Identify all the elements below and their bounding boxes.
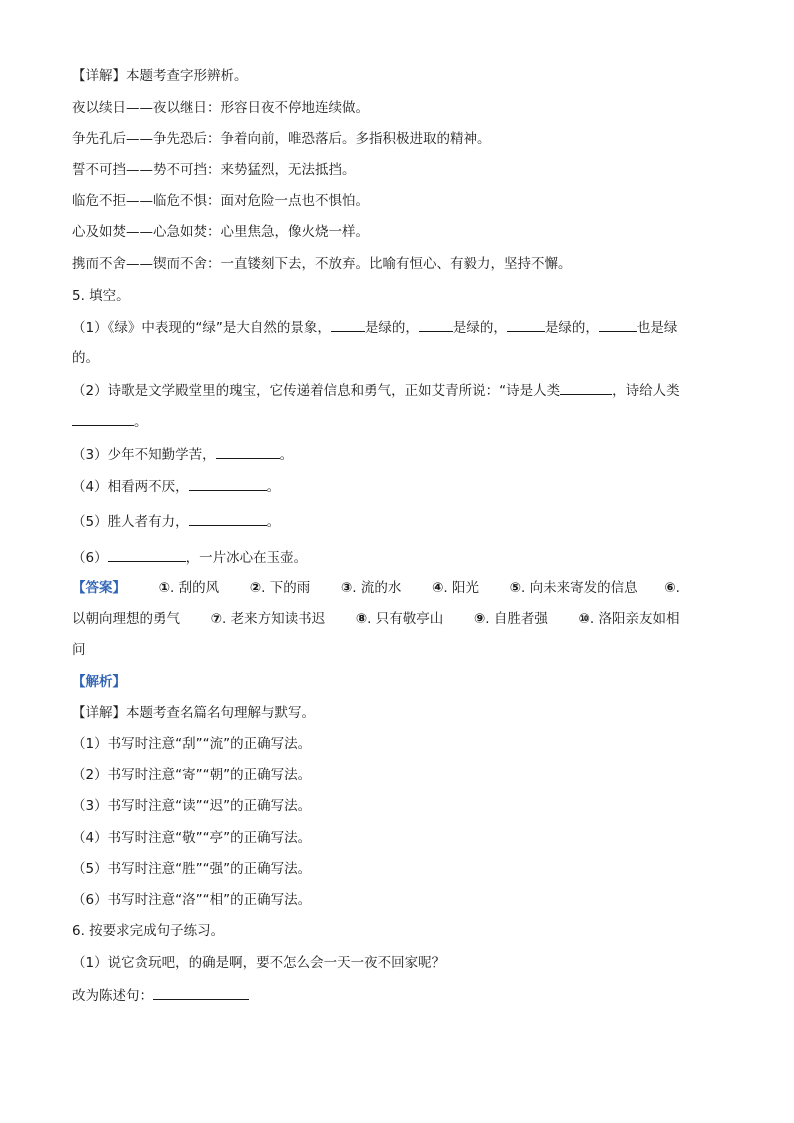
answer-blank[interactable] xyxy=(153,985,249,1000)
analysis-item: （4）书写时注意“敬”“亭”的正确写法。 xyxy=(72,830,312,846)
q5-s2-text: ，诗给人类 xyxy=(612,383,680,399)
answer-item: ⑦. 老来方知读书迟 xyxy=(210,611,326,627)
answer-blank[interactable] xyxy=(108,547,186,562)
explain-item: 夜以续日——夜以继日：形容日夜不停地连续做。 xyxy=(72,100,369,116)
answer-line-3: 问 xyxy=(72,642,86,658)
q5-sentence-1-cont: 的。 xyxy=(72,350,99,366)
q5-s1-text: 也是绿 xyxy=(636,320,678,336)
answer-blank[interactable] xyxy=(331,317,365,332)
answer-blank[interactable] xyxy=(560,380,612,395)
answer-line-2 xyxy=(72,609,680,629)
answer-item: ⑤. 向未来寄发的信息 xyxy=(509,580,638,596)
q5-s1-text: 是绿的， xyxy=(364,320,419,336)
answer-blank[interactable] xyxy=(189,511,267,526)
analysis-item: （1）书写时注意“刮”“流”的正确写法。 xyxy=(72,736,312,752)
q5-sentence-4 xyxy=(72,476,280,497)
q6-sentence-1: （1）说它贪玩吧，的确是啊，要不怎么会一天一夜不回家呢？ xyxy=(72,955,446,971)
answer-item: ⑧. 只有敬亭山 xyxy=(355,611,444,627)
q6-rewrite xyxy=(72,985,249,1006)
q5-s2-text: 。 xyxy=(134,414,148,430)
q5-s3-text: 。 xyxy=(279,447,294,463)
answer-blank[interactable] xyxy=(599,317,637,332)
question-6-title: 6. 按要求完成句子练习。 xyxy=(72,923,225,939)
explain-item: 临危不拒——临危不惧：面对危险一点也不惧怕。 xyxy=(72,193,369,209)
answer-line-1 xyxy=(72,578,680,598)
analysis-heading: 【详解】本题考查名篇名句理解与默写。 xyxy=(72,705,315,721)
answer-item: ①. 刮的风 xyxy=(158,580,220,596)
analysis-label: 【解析】 xyxy=(72,674,126,690)
answer-item: ②. 下的雨 xyxy=(249,580,311,596)
q5-s4-text: 。 xyxy=(266,479,281,495)
q5-s2-text: （2）诗歌是文学殿堂里的瑰宝，它传递着信息和勇气，正如艾青所说：“诗是人类 xyxy=(72,383,561,399)
answer-item: ④. 阳光 xyxy=(431,580,479,596)
q5-s6-text: ，一片冰心在玉壶。 xyxy=(185,550,308,566)
answer-blank[interactable] xyxy=(72,411,134,426)
answer-blank[interactable] xyxy=(189,476,267,491)
answer-blank[interactable] xyxy=(507,317,545,332)
q5-s1-text: 是绿的， xyxy=(452,320,507,336)
answer-item: ③. 流的水 xyxy=(340,580,402,596)
answer-item: ⑨. 自胜者强 xyxy=(473,611,548,627)
answer-label: 【答案】 xyxy=(72,580,126,596)
q5-sentence-2-cont xyxy=(72,411,148,432)
analysis-item: （2）书写时注意“寄”“朝”的正确写法。 xyxy=(72,767,312,783)
q5-sentence-3 xyxy=(72,444,293,465)
q5-sentence-5 xyxy=(72,511,280,532)
q5-s1-text: 是绿的， xyxy=(544,320,599,336)
explain-heading: 【详解】本题考查字形辨析。 xyxy=(72,68,248,84)
analysis-item: （6）书写时注意“洛”“相”的正确写法。 xyxy=(72,892,312,908)
q5-sentence-2 xyxy=(72,380,680,401)
q5-s1-text: （1）《绿》中表现的“绿”是大自然的景象， xyxy=(72,320,331,336)
q5-s4-text: （4）相看两不厌， xyxy=(72,479,189,495)
explain-item: 誓不可挡——势不可挡：来势猛烈，无法抵挡。 xyxy=(72,162,356,178)
q5-s5-text: （5）胜人者有力， xyxy=(72,514,189,530)
q5-s3-text: （3）少年不知勤学苦， xyxy=(72,447,216,463)
answer-item: ⑥. xyxy=(664,580,680,596)
q5-sentence-1 xyxy=(72,317,677,338)
answer-blank[interactable] xyxy=(216,444,280,459)
explain-item: 心及如焚——心急如焚：心里焦急，像火烧一样。 xyxy=(72,224,369,240)
q5-s6-text: （6） xyxy=(72,550,108,566)
answer-item: 以朝向理想的勇气 xyxy=(72,611,180,627)
answer-blank[interactable] xyxy=(419,317,453,332)
q6-rewrite-label: 改为陈述句： xyxy=(72,988,153,1004)
question-5-title: 5. 填空。 xyxy=(72,288,130,304)
q5-sentence-6 xyxy=(72,547,307,568)
analysis-item: （5）书写时注意“胜”“强”的正确写法。 xyxy=(72,861,312,877)
explain-item: 携而不舍——锲而不舍：一直镂刻下去，不放弃。比喻有恒心、有毅力，坚持不懈。 xyxy=(72,256,572,272)
analysis-item: （3）书写时注意“读”“迟”的正确写法。 xyxy=(72,798,312,814)
answer-item: ⑩. 洛阳亲友如相 xyxy=(578,611,680,627)
explain-item: 争先孔后——争先恐后：争着向前，唯恐落后。多指积极进取的精神。 xyxy=(72,131,491,147)
q5-s5-text: 。 xyxy=(266,514,281,530)
